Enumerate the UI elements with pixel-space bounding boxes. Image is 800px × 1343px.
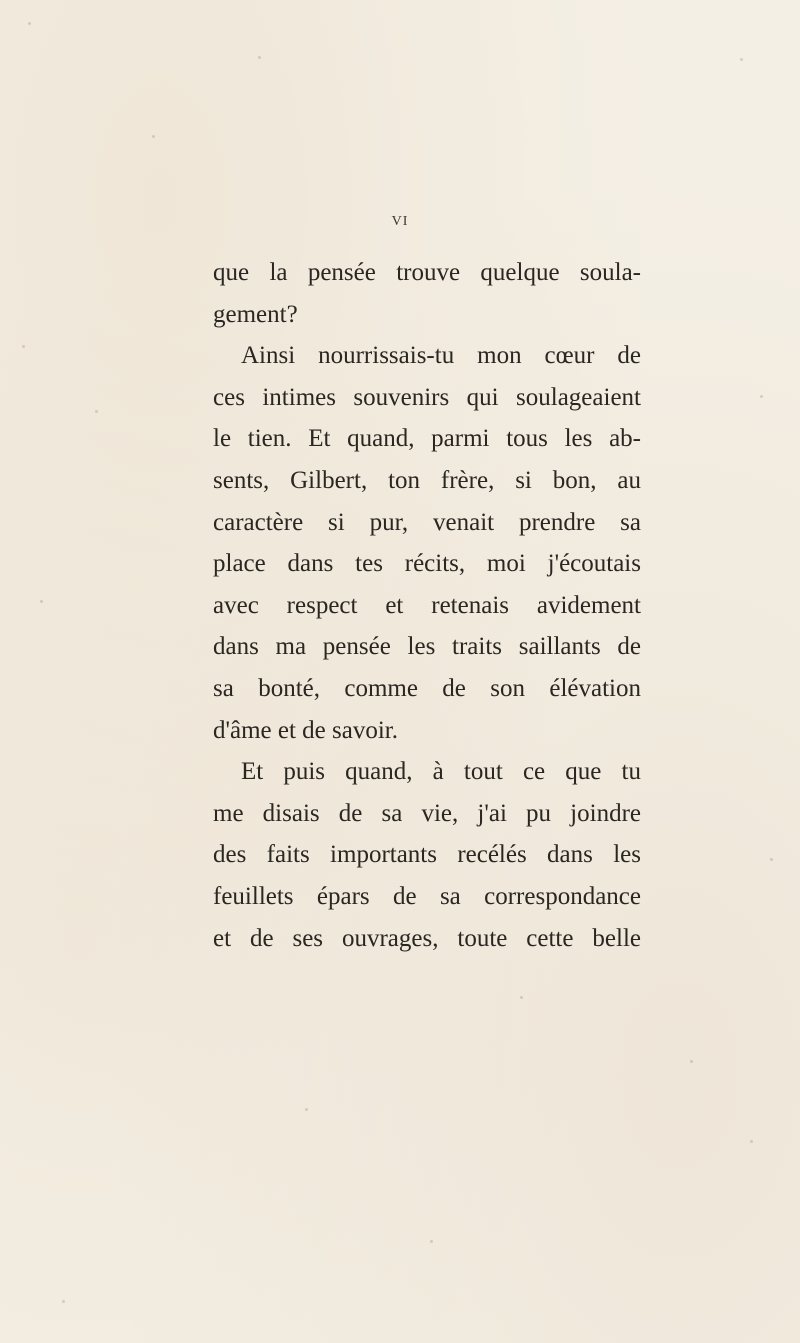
paper-speck: [430, 1240, 433, 1243]
paper-speck: [95, 410, 98, 413]
text-line: ces intimes souvenirs qui soulageaient: [213, 383, 641, 411]
text-line: caractère si pur, venait prendre sa: [213, 508, 641, 536]
text-line: et de ses ouvrages, toute cette belle: [213, 924, 641, 952]
text-line: sents, Gilbert, ton frère, si bon, au: [213, 466, 641, 494]
text-line: Et puis quand, à tout ce que tu: [241, 758, 641, 786]
paper-speck: [152, 135, 155, 138]
paper-speck: [258, 56, 261, 59]
text-line: avec respect et retenais avidement: [213, 591, 641, 619]
paper-speck: [28, 22, 31, 25]
paper-speck: [770, 858, 773, 861]
text-line: dans ma pensée les traits saillants de: [213, 633, 641, 661]
paper-speck: [62, 1300, 65, 1303]
text-line: que la pensée trouve quelque soula-: [213, 259, 641, 286]
paper-speck: [22, 345, 25, 348]
text-line: des faits importants recélés dans les: [213, 841, 641, 869]
paper-speck: [740, 58, 743, 61]
paper-speck: [690, 1060, 693, 1063]
paper-speck: [760, 395, 763, 398]
text-line: gement?: [213, 300, 298, 328]
text-line: sa bonté, comme de son élévation: [213, 674, 641, 702]
body-text: [213, 252, 641, 959]
paper-speck: [40, 600, 43, 603]
paper-speck: [305, 1108, 308, 1111]
paper-speck: [750, 1140, 753, 1143]
paper-speck: [520, 996, 523, 999]
text-line: me disais de sa vie, j'ai pu joindre: [213, 799, 641, 827]
page-number: VI: [391, 214, 409, 229]
text-line: le tien. Et quand, parmi tous les ab-: [213, 425, 641, 453]
text-line: feuillets épars de sa correspondance: [213, 882, 641, 910]
text-line: place dans tes récits, moi j'écoutais: [213, 550, 641, 578]
text-line: d'âme et de savoir.: [213, 716, 398, 744]
text-line: Ainsi nourrissais-tu mon cœur de: [241, 342, 641, 370]
